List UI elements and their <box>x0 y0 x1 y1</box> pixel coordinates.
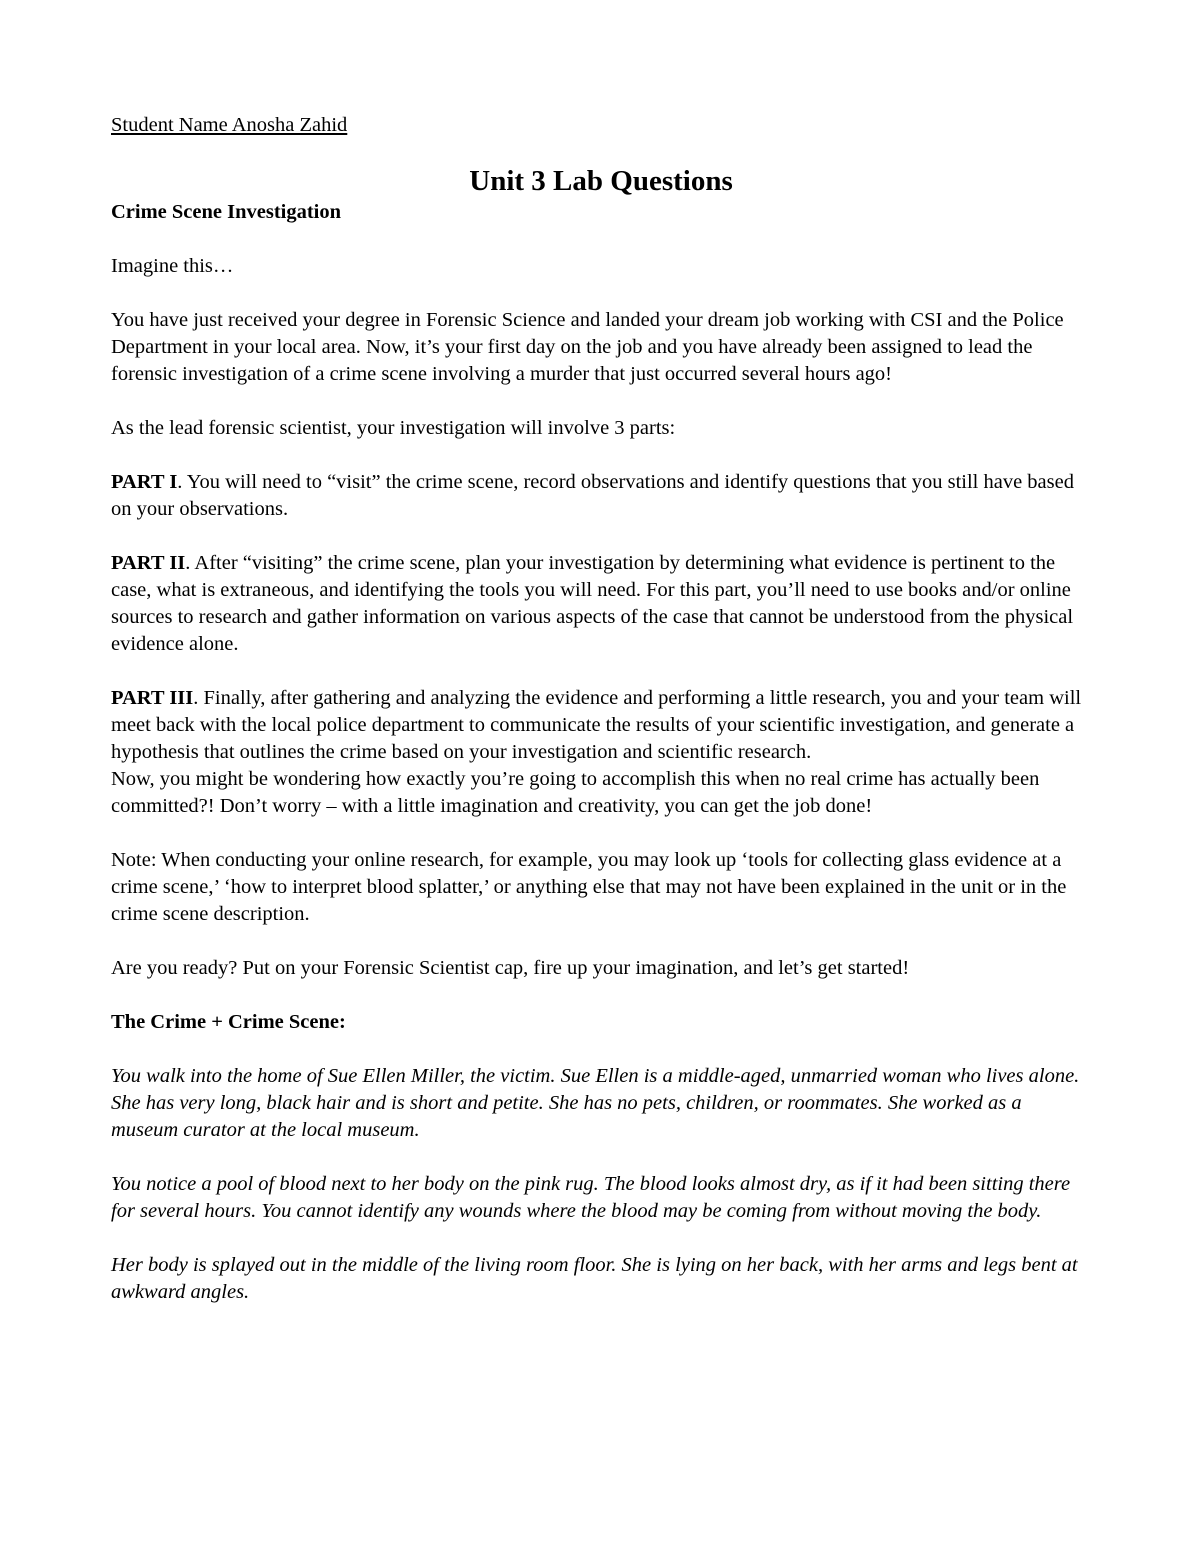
part-2-paragraph <box>111 550 1091 658</box>
part-1-label: PART I <box>111 471 178 493</box>
note-paragraph: Note: When conducting your online research, for example, you may look up ‘tools for collecting glass evidence at a crime scene,’ ‘how to interpret blood splatter,’ or anything else that may not have been explained in the unit or in the crime scene description. <box>111 849 1067 925</box>
part-3-label: PART III <box>111 687 194 709</box>
part-3-paragraph <box>111 685 1091 766</box>
part-2-text: . After “visiting” the crime scene, plan your investigation by determining what evidence is pertinent to the case, what is extraneous, and identifying the tools you will need. For this part, you’ll need to use books and/or online sources to research and gather information on various aspects of the case that cannot be understood from the physical evidence alone. <box>111 552 1074 655</box>
document-page <box>111 112 1091 1306</box>
page-title: Unit 3 Lab Questions <box>469 165 733 197</box>
scenario-paragraph: You have just received your degree in Forensic Science and landed your dream job working with CSI and the Police Department in your local area. Now, it’s your first day on the job and you have already been assigned to lead the forensic investigation of a crime scene involving a murder that just occurred several hours ago! <box>111 309 1064 385</box>
parts-intro: As the lead forensic scientist, your investigation will involve 3 parts: <box>111 417 676 439</box>
part-2-label: PART II <box>111 552 186 574</box>
part-1-text: . You will need to “visit” the crime scene, record observations and identify questions that you still have based on your observations. <box>111 471 1074 520</box>
student-name-line: Student Name Anosha Zahid <box>111 114 348 136</box>
crime-scene-paragraph: Her body is splayed out in the middle of the living room floor. She is lying on her back, with her arms and legs bent at awkward angles. <box>111 1254 1078 1303</box>
section-subtitle: Crime Scene Investigation <box>111 201 342 223</box>
ready-paragraph: Are you ready? Put on your Forensic Scientist cap, fire up your imagination, and let’s get started! <box>111 957 910 979</box>
crime-scene-heading: The Crime + Crime Scene: <box>111 1011 346 1033</box>
crime-scene-paragraph: You notice a pool of blood next to her body on the pink rug. The blood looks almost dry, as if it had been sitting there for several hours. You cannot identify any wounds where the blood may be coming from without moving the body. <box>111 1173 1071 1222</box>
imagine-line: Imagine this… <box>111 255 234 277</box>
wondering-paragraph: Now, you might be wondering how exactly you’re going to accomplish this when no real crime has actually been committed?! Don’t worry – with a little imagination and creativity, you can get the job done! <box>111 768 1040 817</box>
crime-scene-paragraph: You walk into the home of Sue Ellen Miller, the victim. Sue Ellen is a middle-aged, unmarried woman who lives alone. She has very long, black hair and is short and petite. She has no pets, children, or roommates. She worked as a museum curator at the local museum. <box>111 1065 1080 1141</box>
part-1-paragraph <box>111 469 1091 523</box>
part-3-text: . Finally, after gathering and analyzing the evidence and performing a little research, you and your team will meet back with the local police department to communicate the results of your scientific investigation, and generate a hypothesis that outlines the crime based on your investigation and scientific research. <box>111 687 1082 763</box>
